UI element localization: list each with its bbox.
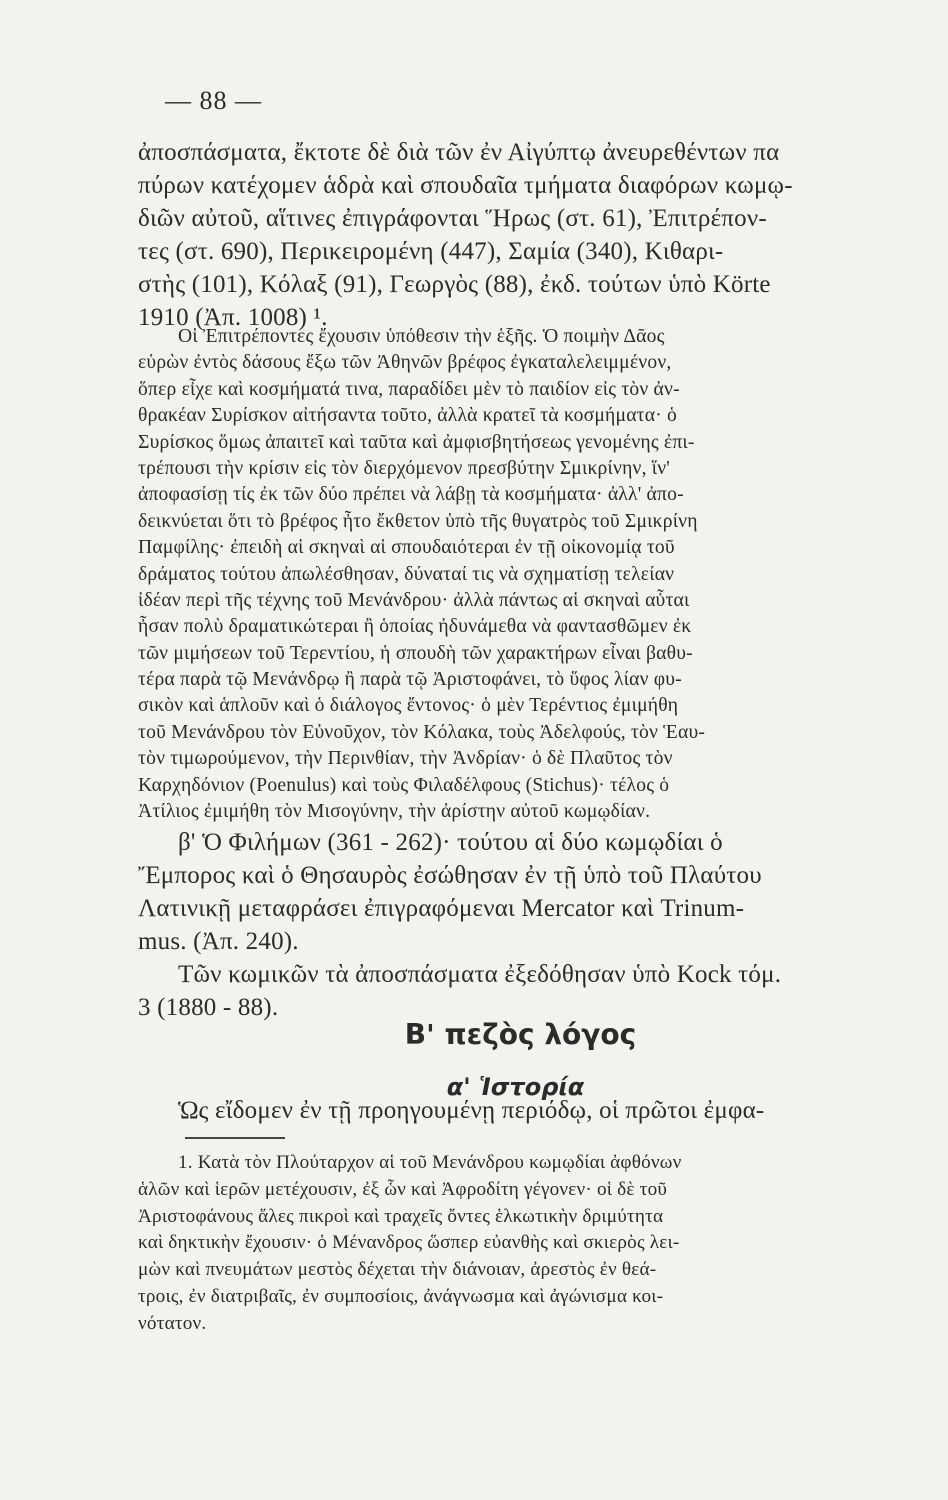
text-line: στὴς (101), Κόλαξ (91), Γεωργὸς (88), ἐκδ. τούτων ὑπὸ Körte [138,271,771,298]
text-line: Ἀτίλιος ἐμιμήθη τὸν Μισογύνην, τὴν ἀρίστην αὐτοῦ κωμῳδίαν. [138,801,651,823]
text-line: ἀποσπάσματα, ἔκτοτε δὲ διὰ τῶν ἐν Αἰγύπτῳ ἀνευρεθέντων πα [138,139,780,166]
text-line: Οἱ Ἐπιτρέποντες ἔχουσιν ὑπόθεσιν τὴν ἑξῆς. Ὁ ποιμὴν Δᾶος [178,326,665,347]
text-line: Ἔμπορος καὶ ὁ Θησαυρὸς ἐσώθησαν ἐν τῇ ὑπὸ τοῦ Πλαύτου [138,862,762,889]
text-line: σικὸν καὶ ἁπλοῦν καὶ ὁ διάλογος ἔντονος· ὁ μὲν Τερέντιος ἐμιμήθη [138,695,679,717]
history-paragraph [138,1094,873,1127]
footnote-line: Ἀριστοφάνους ἅλες πικροὶ καὶ τραχεῖς ὄντες ἑλκωτικὴν δριμύτητα [138,1205,664,1227]
sub-heading: α' Ἱστορία [446,1073,585,1101]
text-line: Τῶν κωμικῶν τὰ ἀποσπάσματα ἐξεδόθησαν ὑπὸ Kock τόμ. [178,961,782,988]
text-line: πύρων κατέχομεν ἁδρὰ καὶ σπουδαῖα τμήματα διαφόρων κωμῳ- [138,172,793,199]
text-line: Λατινικῇ μεταφράσει ἐπιγραφόμεναι Mercator καὶ Trinum- [138,895,745,922]
text-line: δράματος τούτου ἀπωλέσθησαν, δύναταί τις νὰ σχηματίσῃ τελείαν [138,563,675,585]
summary-paragraph [138,324,873,825]
text-line: τες (στ. 690), Περικειρομένη (447), Σαμία (340), Κιθαρι- [138,238,724,265]
section-heading: Β' πεζὸς λόγος [404,1018,637,1051]
text-line: Καρχηδόνιον (Poenulus) καὶ τοὺς Φιλαδέλφους (Stichus)· τέλος ὁ [138,774,670,796]
text-line: δεικνύεται ὅτι τὸ βρέφος ἦτο ἔκθετον ὑπὸ τῆς θυγατρὸς τοῦ Σμικρίνη [138,510,698,532]
footnote-line: τροις, ἐν διατριβαῖς, ἐν συμποσίοις, ἀνάγνωσμα καὶ ἀγώνισμα κοι- [138,1285,664,1307]
text-line: β' Ὁ Φιλήμων (361 - 262)· τούτου αἱ δύο κωμῳδίαι ὁ [178,829,723,856]
paragraph-top [138,136,873,334]
text-line: 3 (1880 - 88). [138,994,279,1021]
text-line: ἦσαν πολὺ δραματικώτεραι ἢ ὁποίας ἠδυνάμεθα νὰ φαντασθῶμεν ἐκ [138,616,692,638]
text-line: τρέπουσι τὴν κρίσιν εἰς τὸν διερχόμενον πρεσβύτην Σμικρίνην, ἵν' [138,457,671,479]
text-line: mus. (Ἀπ. 240). [138,928,299,955]
text-line: 1910 (Ἀπ. 1008) ¹. [138,304,328,331]
text-line: διῶν αὐτοῦ, αἵτινες ἐπιγράφονται Ἥρως (στ. 61), Ἐπιτρέπον- [138,205,767,232]
text-line: ὅπερ εἶχε καὶ κοσμήματά τινα, παραδίδει μὲν τὸ παιδίον εἰς τὸν ἀν- [138,378,680,400]
text-line: ἰδέαν περὶ τῆς τέχνης τοῦ Μενάνδρου· ἀλλὰ πάντως αἱ σκηναὶ αὗται [138,589,690,611]
footnote-line: καὶ δηκτικὴν ἔχουσιν· ὁ Μένανδρος ὥσπερ εὐανθὴς καὶ σκιερὸς λει- [138,1232,680,1254]
text-line: Ὡς εἴδομεν ἐν τῇ προηγουμένῃ περιόδῳ, οἱ πρῶτοι ἐμφα- [178,1097,765,1124]
text-line: Παμφίλης· ἐπειδὴ αἱ σκηναὶ αἱ σπουδαιότεραι ἐν τῇ οἰκονομίᾳ τοῦ [138,537,675,559]
text-line: ἀποφασίσῃ τίς ἐκ τῶν δύο πρέπει νὰ λάβῃ τὰ κοσμήματα· ἀλλ' ἀπο- [138,484,684,506]
text-line: τὸν τιμωρούμενον, τὴν Περινθίαν, τὴν Ἀνδρίαν· ὁ δὲ Πλαῦτος τὸν [138,748,673,770]
text-line: τοῦ Μενάνδρου τὸν Εὐνοῦχον, τὸν Κόλακα, τοὺς Ἀδελφούς, τὸν Ἑαυ- [138,721,706,743]
philemon-paragraph [138,826,873,958]
footnote-line: νότατον. [138,1312,207,1334]
footnote [138,1150,873,1338]
footnote-line: μὼν καὶ πνευμάτων μεστὸς δέχεται τὴν διάνοιαν, ἀρεστὸς ἐν θεά- [138,1259,657,1281]
text-line: τέρα παρὰ τῷ Μενάνδρῳ ἢ παρὰ τῷ Ἀριστοφάνει, τὸ ὕφος λίαν φυ- [138,669,682,691]
page-number: — 88 — [165,86,262,115]
text-line: τῶν μιμήσεων τοῦ Τερεντίου, ἡ σπουδὴ τῶν χαρακτήρων εἶναι βαθυ- [138,642,693,664]
footnote-divider [185,1137,285,1139]
footnote-line: ἁλῶν καὶ ἱερῶν μετέχουσιν, ἐξ ὧν καὶ Ἀφροδίτη γέγονεν· οἱ δὲ τοῦ [138,1178,668,1200]
text-line: Συρίσκος ὅμως ἀπαιτεῖ καὶ ταῦτα καὶ ἀμφισβητήσεως γενομένης ἐπι- [138,431,695,453]
text-line: θρακέαν Συρίσκον αἰτήσαντα τοῦτο, ἀλλὰ κρατεῖ τὰ κοσμήματα· ὁ [138,405,678,427]
footnote-line: 1. Κατὰ τὸν Πλούταρχον αἱ τοῦ Μενάνδρου κωμῳδίαι ἀφθόνων [178,1152,682,1173]
text-line: εὑρὼν ἐντὸς δάσους ἔξω τῶν Ἀθηνῶν βρέφος ἐγκαταλελειμμένον, [138,352,672,374]
